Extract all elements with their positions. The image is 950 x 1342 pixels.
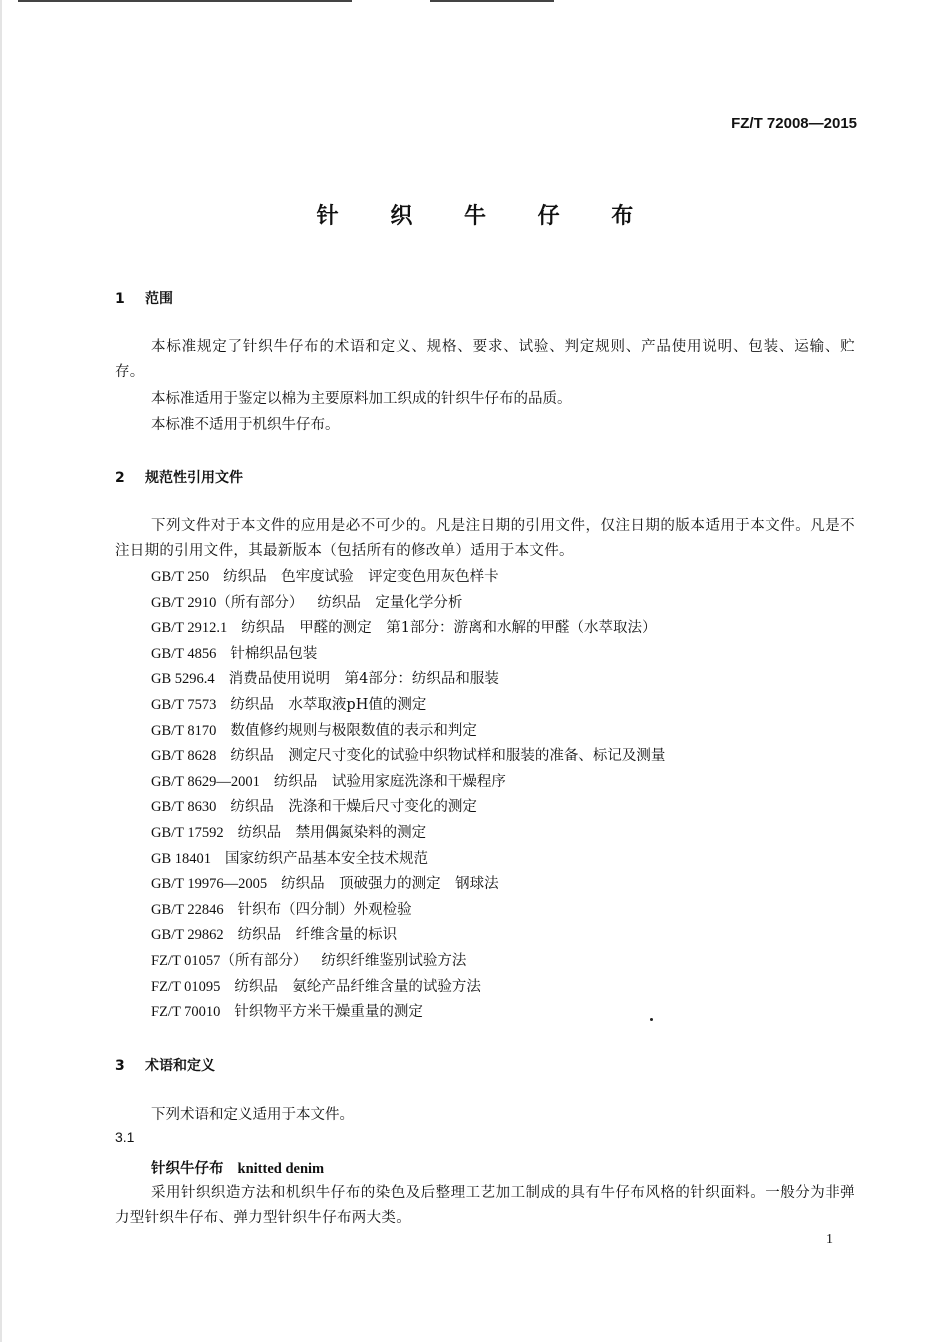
document-title: 针 织 牛 仔 布 <box>316 204 656 229</box>
reference-list <box>151 565 665 1026</box>
reference-item <box>151 872 665 898</box>
reference-item <box>151 719 665 745</box>
reference-title: 纺织品 甲醛的测定 第1部分：游离和水解的甲醛（水萃取法） <box>241 620 657 637</box>
reference-title: 纺织品 纤维含量的标识 <box>237 927 398 944</box>
section-3-heading <box>115 1055 215 1075</box>
document-code: FZ/T 72008—2015 <box>731 115 857 132</box>
reference-code: GB 18401 <box>151 850 212 867</box>
terms-intro: 下列术语和定义适用于本文件。 <box>151 1107 354 1123</box>
reference-item <box>151 847 665 873</box>
reference-title: 纺织品 测定尺寸变化的试验中织物试样和服装的准备、标记及测量 <box>230 748 666 765</box>
reference-code: GB/T 8629—2001 <box>151 773 260 790</box>
reference-code: GB/T 7573 <box>151 696 217 713</box>
reference-code: FZ/T 01095 <box>151 978 221 995</box>
reference-title: 针棉织品包装 <box>230 645 318 662</box>
reference-code: GB/T 2910（所有部分） <box>151 594 304 611</box>
reference-item <box>151 795 665 821</box>
subsection-number: 3.1 <box>115 1129 135 1145</box>
reference-code: FZ/T 01057（所有部分） <box>151 952 308 969</box>
reference-code: GB/T 2912.1 <box>151 620 228 637</box>
reference-item <box>151 975 665 1001</box>
section-1-heading <box>115 288 173 308</box>
reference-code: GB 5296.4 <box>151 671 215 688</box>
section-number: 2 <box>115 470 125 486</box>
reference-item <box>151 898 665 924</box>
section-title: 术语和定义 <box>145 1058 215 1074</box>
reference-title: 纺织品 试验用家庭洗涤和干燥程序 <box>273 773 506 790</box>
reference-code: GB/T 4856 <box>151 645 217 662</box>
term-definition: 采用针织织造方法和机织牛仔布的染色及后整理工艺加工制成的具有牛仔布风格的针织面料。一般分为非弹力型针织牛仔布、弹力型针织牛仔布两大类。 <box>115 1185 855 1226</box>
reference-item <box>151 923 665 949</box>
reference-item <box>151 642 665 668</box>
reference-title: 纺织品 定量化学分析 <box>317 594 463 611</box>
reference-item <box>151 616 665 642</box>
reference-title: 纺织品 水萃取液pH值的测定 <box>230 696 427 713</box>
scan-edge-line <box>430 0 554 2</box>
reference-item <box>151 667 665 693</box>
term-english: knitted denim <box>237 1161 325 1177</box>
section-title: 范围 <box>145 291 173 307</box>
reference-code: GB/T 250 <box>151 569 210 585</box>
term-heading <box>151 1157 324 1178</box>
reference-title: 纺织品 氨纶产品纤维含量的试验方法 <box>234 978 481 995</box>
section-2-heading <box>115 467 243 487</box>
section-title: 规范性引用文件 <box>145 470 243 486</box>
reference-code: GB/T 22846 <box>151 901 224 918</box>
reference-item <box>151 591 665 617</box>
reference-item <box>151 949 665 975</box>
reference-item <box>151 821 665 847</box>
scan-edge-line <box>18 0 352 2</box>
reference-code: GB/T 29862 <box>151 927 224 944</box>
reference-item <box>151 1000 665 1026</box>
scope-paragraph-3: 本标准不适用于机织牛仔布。 <box>151 417 340 433</box>
reference-title: 针织物平方米干燥重量的测定 <box>234 1004 423 1021</box>
scope-paragraph-2: 本标准适用于鉴定以棉为主要原料加工织成的针织牛仔布的品质。 <box>151 391 572 407</box>
page-number: 1 <box>826 1232 833 1247</box>
reference-code: GB/T 17592 <box>151 824 224 841</box>
reference-title: 纺织品 禁用偶氮染料的测定 <box>237 824 427 841</box>
reference-title: 纺织品 色牢度试验 评定变色用灰色样卡 <box>223 569 499 585</box>
section-number: 3 <box>115 1058 125 1074</box>
term-chinese: 针织牛仔布 <box>151 1160 224 1177</box>
reference-item <box>151 693 665 719</box>
reference-title: 纺织品 顶破强力的测定 钢球法 <box>281 876 499 893</box>
reference-title: 消费品使用说明 第4部分：纺织品和服装 <box>228 671 499 688</box>
reference-item <box>151 744 665 770</box>
reference-title: 数值修约规则与极限数值的表示和判定 <box>230 722 477 739</box>
reference-code: GB/T 8628 <box>151 748 217 765</box>
reference-item <box>151 770 665 796</box>
scope-paragraph-1: 本标准规定了针织牛仔布的术语和定义、规格、要求、试验、判定规则、产品使用说明、包装、运输、贮存。 <box>115 339 855 380</box>
reference-title: 纺织纤维鉴别试验方法 <box>321 952 467 969</box>
reference-title: 针织布（四分制）外观检验 <box>237 901 412 918</box>
references-intro: 下列文件对于本文件的应用是必不可少的。凡是注日期的引用文件，仅注日期的版本适用于本文件。凡是不注日期的引用文件，其最新版本（包括所有的修改单）适用于本文件。 <box>115 518 855 559</box>
reference-code: FZ/T 70010 <box>151 1004 221 1021</box>
reference-title: 国家纺织产品基本安全技术规范 <box>225 850 429 867</box>
reference-code: GB/T 8630 <box>151 799 217 816</box>
reference-code: GB/T 8170 <box>151 722 217 739</box>
reference-code: GB/T 19976—2005 <box>151 876 268 893</box>
reference-title: 纺织品 洗涤和干燥后尺寸变化的测定 <box>230 799 477 816</box>
section-number: 1 <box>115 291 125 307</box>
reference-item <box>151 565 665 591</box>
